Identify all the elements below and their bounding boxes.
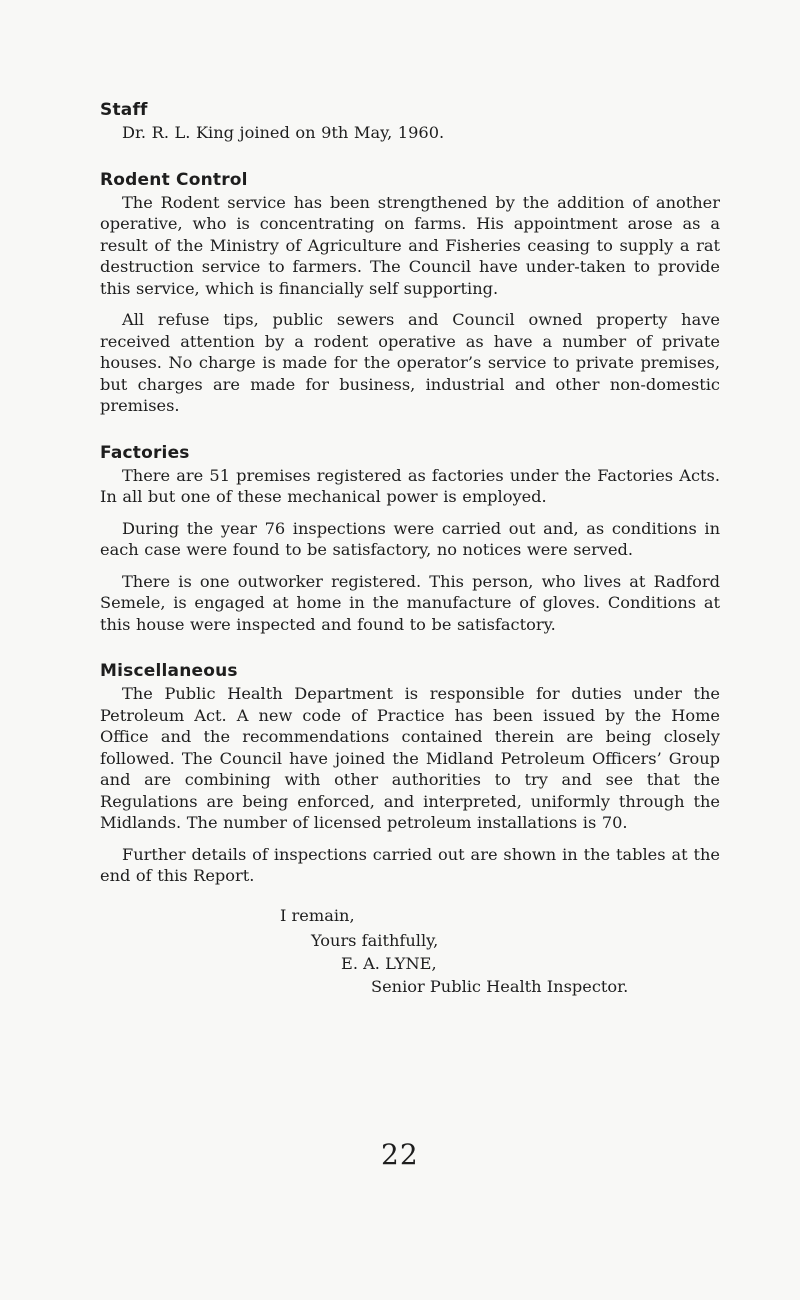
- miscellaneous-paragraph-1: The Public Health Department is responsible for duties under the Petroleum Act. A new code of Practice has been issued by the Home Office and the recommendations contained therein are being closely followed. The Council have joined the Midland Petroleum Officers’ Group and are combining with other authorities to try and see that the Regulations are being enforced, and interpreted, uniformly through the Midlands. The number of licensed petroleum installations is 70.: [100, 684, 720, 832]
- miscellaneous-heading: Miscellaneous: [100, 661, 238, 681]
- page-number: 22: [381, 1138, 419, 1171]
- signatory-title: Senior Public Health Inspector.: [371, 976, 629, 996]
- factories-section: [100, 443, 720, 636]
- rodent-control-paragraph-2: All refuse tips, public sewers and Council owned property have received attention by a rodent operative as have a number of private houses. No charge is made for the operator’s service to private premises, but charges are made for business, industrial and other non-domestic premises.: [100, 310, 720, 415]
- rodent-control-paragraph-1: The Rodent service has been strengthened by the addition of another operative, who is concentrating on farms. His appointment arose as a result of the Ministry of Agriculture and Fisheries ceasing to supply a rat destruction service to farmers. The Council have under-taken to provide this service, which is financially self supporting.: [100, 192, 720, 298]
- rodent-control-heading: Rodent Control: [100, 169, 248, 190]
- closing-valediction: Yours faithfully,: [311, 930, 439, 950]
- factories-heading: Factories: [100, 442, 190, 463]
- staff-paragraph: Dr. R. L. King joined on 9th May, 1960.: [122, 123, 445, 142]
- signatory-name: E. A. LYNE,: [341, 953, 437, 973]
- rodent-control-section: [100, 170, 720, 417]
- document-page: [100, 100, 720, 995]
- miscellaneous-section: [100, 661, 720, 887]
- factories-paragraph-3: There is one outworker registered. This person, who lives at Radford Semele, is engaged at home in the manufacture of gloves. Conditions at this house were inspected and found to be satisfactory.: [100, 571, 720, 634]
- factories-paragraph-1: There are 51 premises registered as factories under the Factories Acts. In all but one of these mechanical power is employed.: [100, 465, 720, 506]
- closing-remain: I remain,: [280, 905, 355, 925]
- signature-block: [100, 905, 720, 995]
- factories-paragraph-2: During the year 76 inspections were carried out and, as conditions in each case were found to be satisfactory, no notices were served.: [100, 518, 720, 559]
- staff-heading: Staff: [100, 100, 148, 120]
- staff-section: [100, 100, 720, 144]
- miscellaneous-paragraph-2: Further details of inspections carried out are shown in the tables at the end of this Report.: [100, 844, 720, 885]
